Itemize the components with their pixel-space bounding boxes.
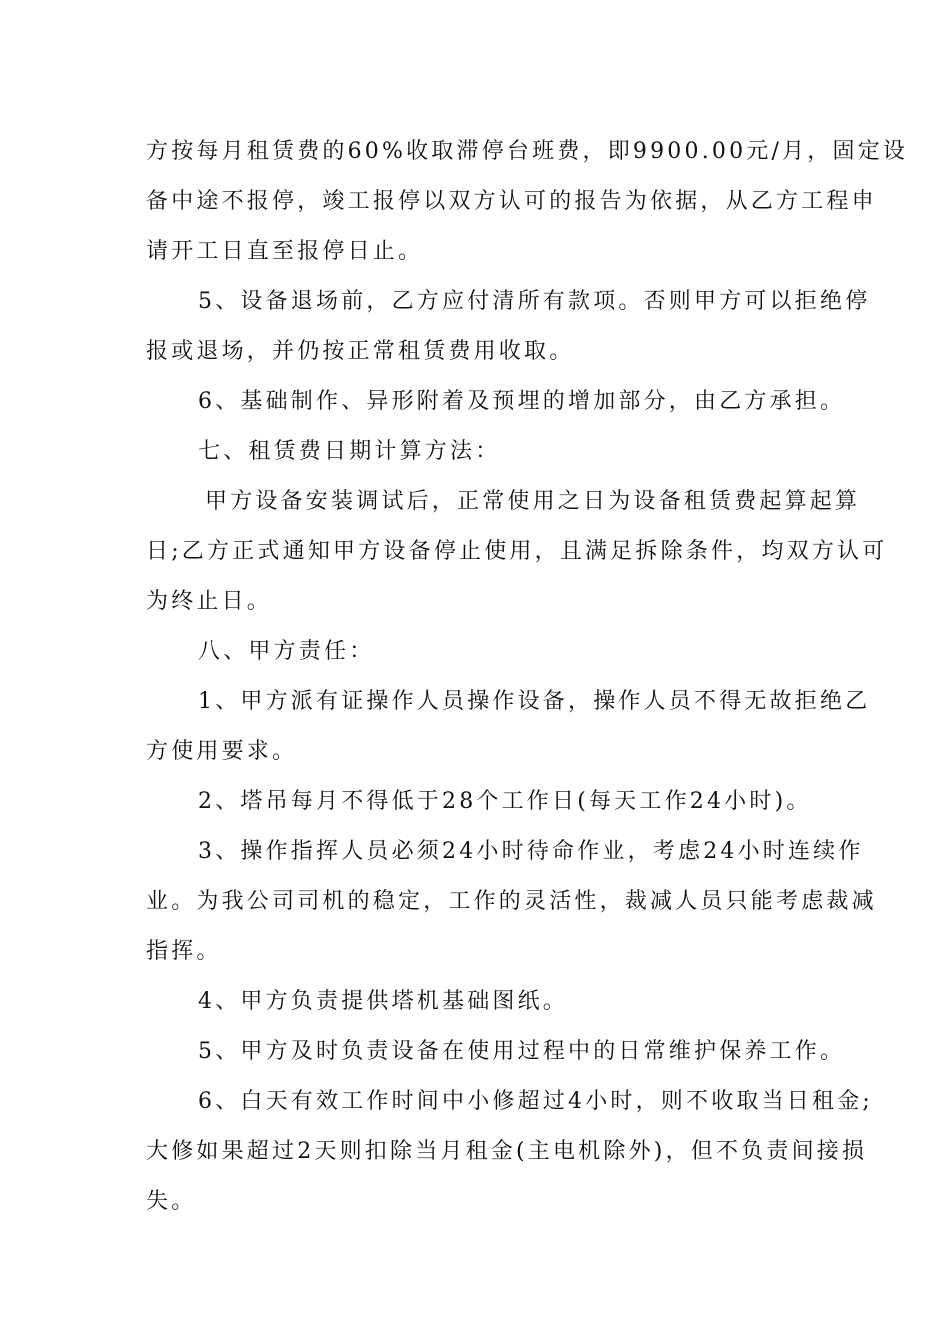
text-line: 6、白天有效工作时间中小修超过4小时，则不收取当日租金; (198, 1089, 874, 1114)
text-line: 失。 (146, 1189, 197, 1214)
text-line: 1、甲方派有证操作人员操作设备，操作人员不得无故拒绝乙 (198, 689, 871, 714)
text-line: 方使用要求。 (146, 739, 298, 764)
text-line: 日;乙方正式通知甲方设备停止使用，且满足拆除条件，均双方认可 (146, 539, 888, 564)
text-line: 业。为我公司司机的稳定，工作的灵活性，裁减人员只能考虑裁减 (146, 889, 877, 914)
text-line: 甲方设备安装调试后，正常使用之日为设备租赁费起算起算 (205, 489, 861, 514)
text-line: 请开工日直至报停日止。 (146, 239, 424, 264)
text-line: 6、基础制作、异形附着及预埋的增加部分，由乙方承担。 (198, 389, 846, 414)
section-heading: 七、租赁费日期计算方法： (198, 439, 501, 464)
text-line: 5、设备退场前，乙方应付清所有款项。否则甲方可以拒绝停 (198, 289, 871, 314)
text-line: 备中途不报停，竣工报停以双方认可的报告为依据，从乙方工程申 (146, 189, 877, 214)
text-line: 为终止日。 (146, 589, 273, 614)
text-line: 指挥。 (146, 939, 222, 964)
text-line: 5、甲方及时负责设备在使用过程中的日常维护保养工作。 (198, 1039, 846, 1064)
text-line: 报或退场，并仍按正常租赁费用收取。 (146, 339, 575, 364)
text-line: 方按每月租赁费的60%收取滞停台班费，即9900.00元/月，固定设 (146, 139, 909, 164)
text-line: 3、操作指挥人员必须24小时待命作业，考虑24小时连续作 (198, 839, 864, 864)
text-line: 2、塔吊每月不得低于28个工作日(每天工作24小时)。 (198, 789, 812, 814)
section-heading: 八、甲方责任： (198, 639, 375, 664)
text-line: 大修如果超过2天则扣除当月租金(主电机除外)，但不负责间接损 (146, 1139, 868, 1164)
text-line: 4、甲方负责提供塔机基础图纸。 (198, 989, 568, 1014)
